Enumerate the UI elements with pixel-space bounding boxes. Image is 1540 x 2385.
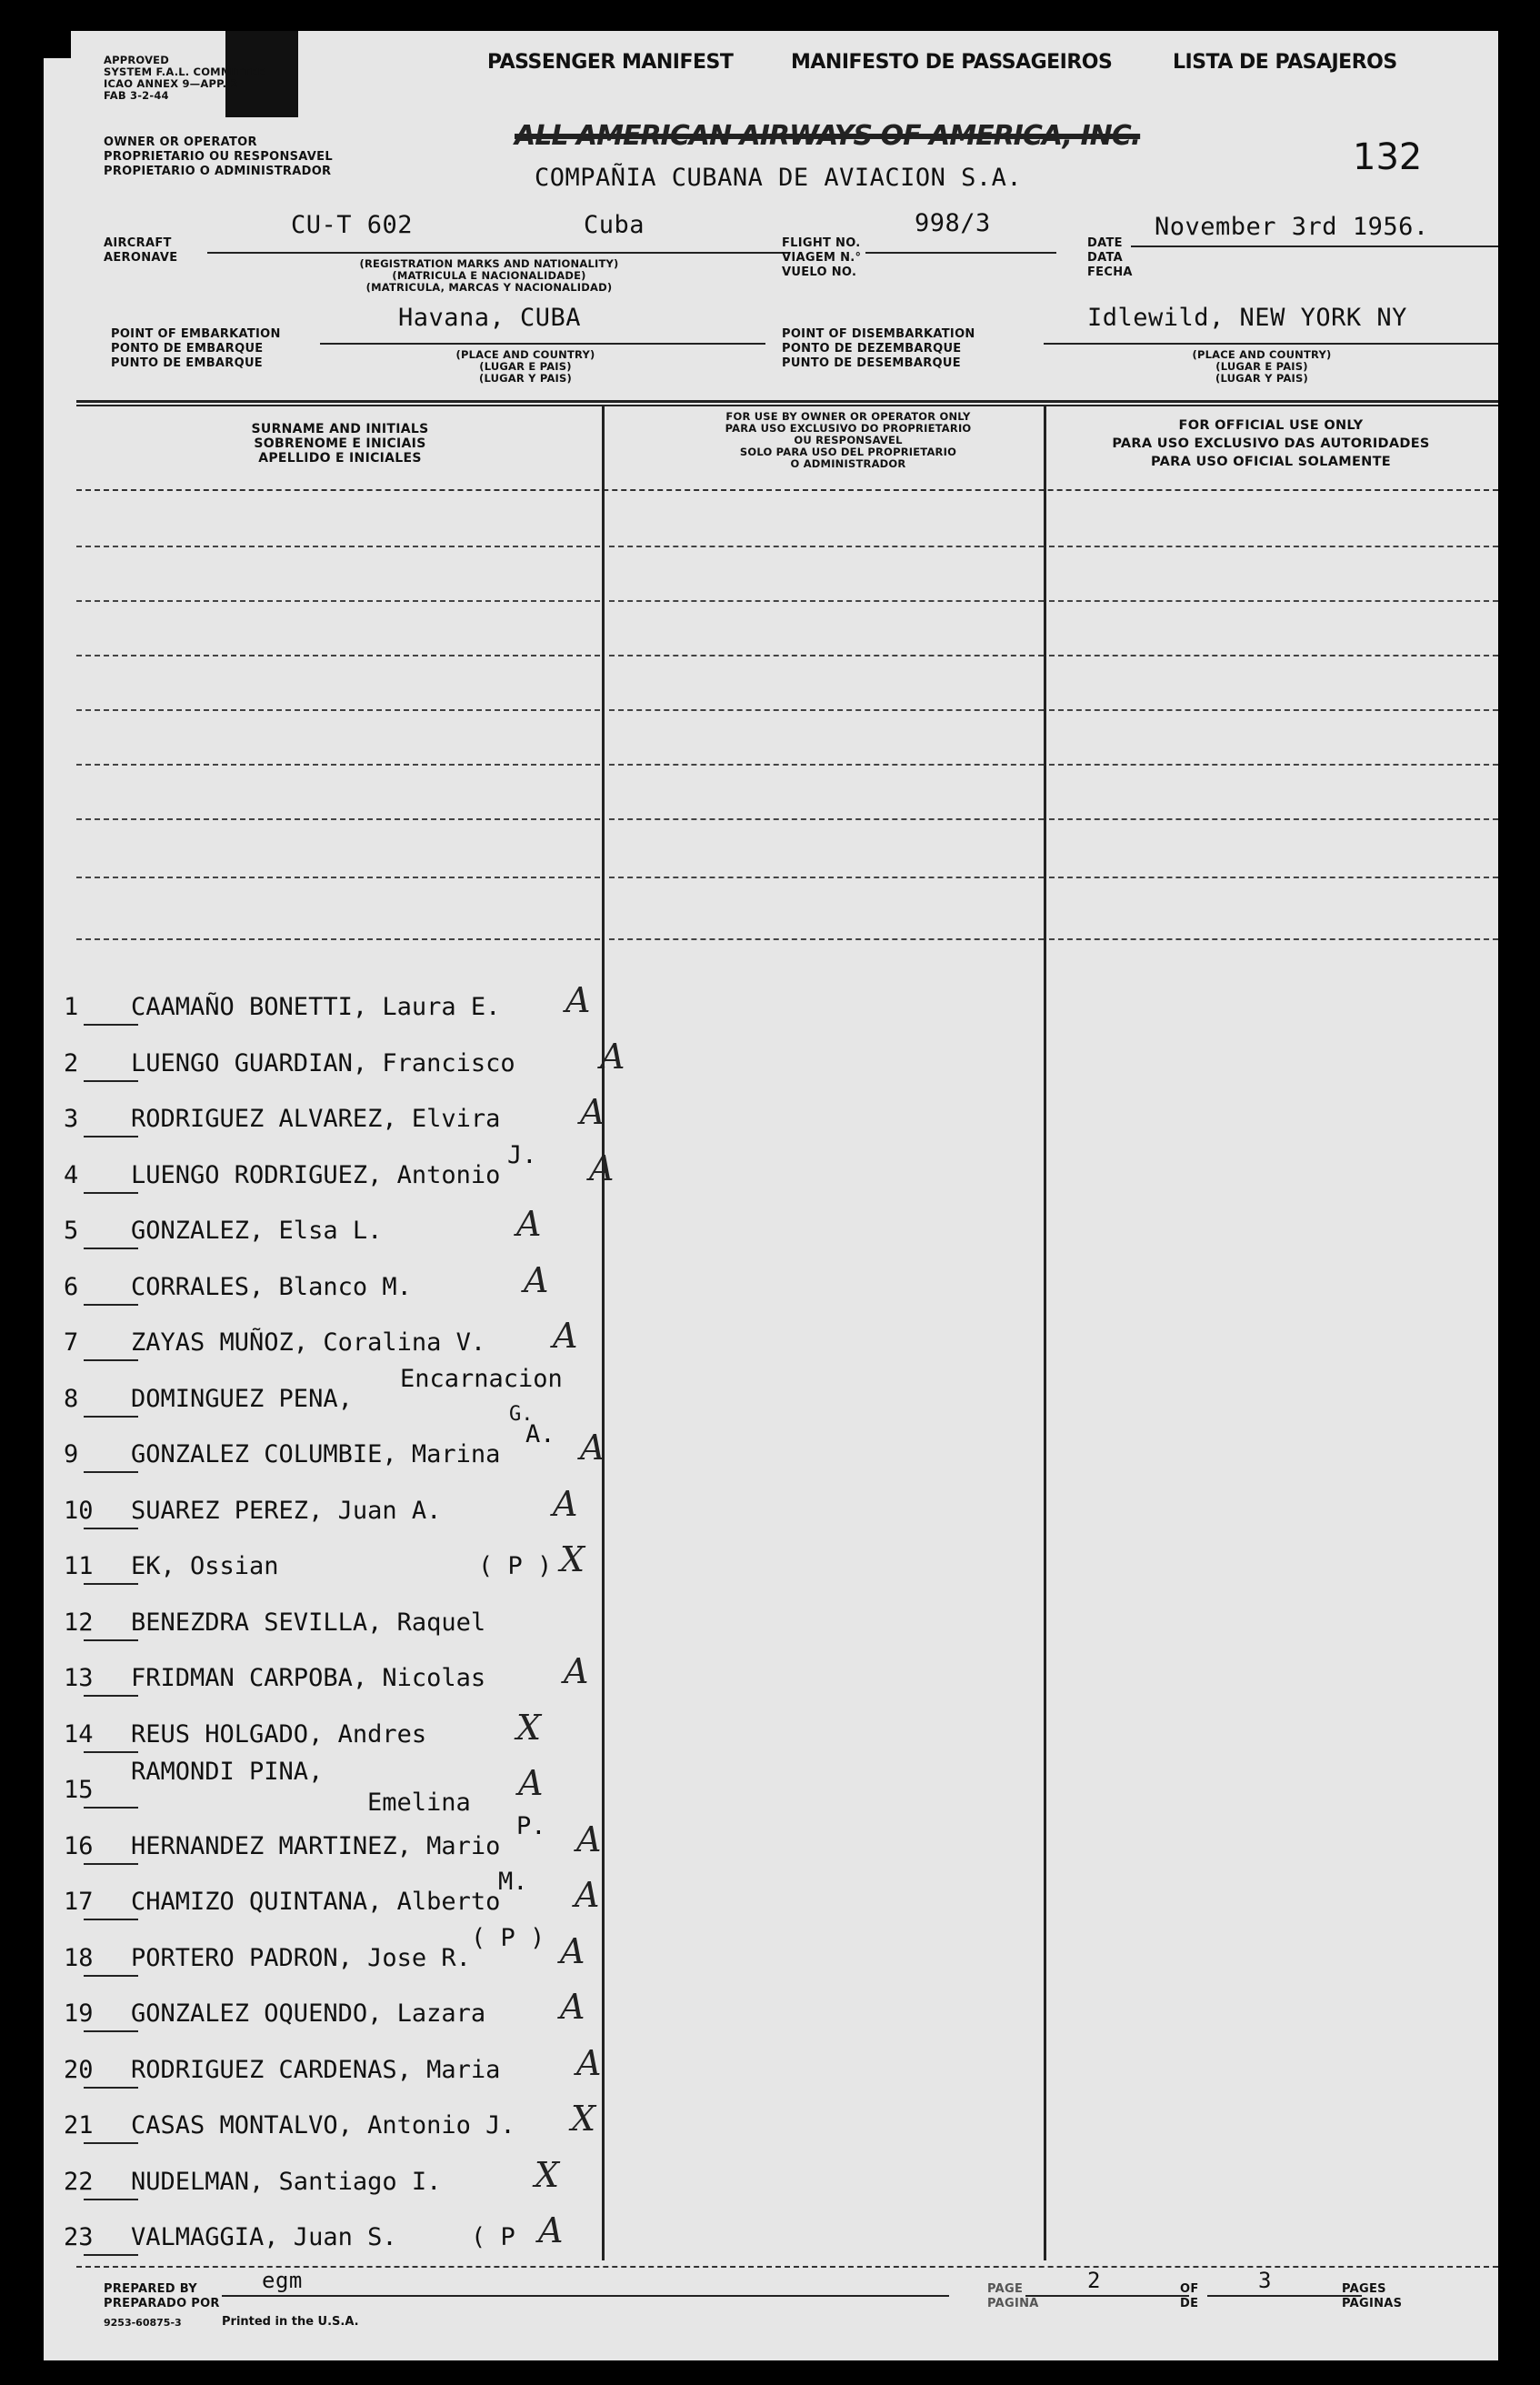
prepared-label-line: PREPARED BY [104, 2282, 197, 2296]
col1-header [76, 422, 604, 466]
passenger-name: GONZALEZ OQUENDO, Lazara [131, 1999, 486, 2028]
embarkation-sub-line: (LUGAR Y PAIS) [479, 372, 572, 385]
handwritten-mark: A [560, 1987, 585, 2027]
owner-label-line: OWNER OR OPERATOR [104, 135, 257, 149]
flight-label [782, 236, 861, 280]
empty-row-rule [76, 709, 600, 711]
number-underline [84, 2142, 138, 2144]
passenger-number: 7 [64, 1328, 79, 1357]
page-line [1025, 2295, 1189, 2297]
disembarkation-label-line: PUNTO DE DESEMBARQUE [782, 356, 961, 370]
passenger-name: CORRALES, Blanco M. [131, 1273, 412, 1301]
passenger-name: BENEZDRA SEVILLA, Raquel [131, 1608, 486, 1637]
number-underline [84, 2087, 138, 2089]
aircraft-registration: CU-T 602 [291, 211, 414, 239]
number-underline [84, 1304, 138, 1306]
embarkation-line [320, 343, 765, 345]
page-value: 2 [1087, 2268, 1101, 2293]
number-underline [84, 1807, 138, 1809]
handwritten-mark: A [580, 1428, 605, 1468]
passenger-note: ( P ) [478, 1552, 553, 1580]
of-label-line: OF [1180, 2282, 1199, 2296]
passenger-number: 10 [64, 1497, 94, 1525]
passenger-name: ZAYAS MUÑOZ, Coralina V. [131, 1328, 486, 1357]
embarkation-sub-label [416, 349, 635, 385]
approval-line: SYSTEM F.A.L. COMMITTEE [104, 65, 265, 78]
col2-header-line: O ADMINISTRADOR [790, 457, 906, 470]
embarkation-label-line: PONTO DE EMBARQUE [111, 342, 264, 356]
page-label-line: PAGE [987, 2282, 1024, 2296]
passenger-number: 15 [64, 1776, 94, 1804]
handwritten-mark: A [575, 1875, 600, 1915]
empty-row-rule [76, 546, 600, 547]
printed-note: Printed in the U.S.A. [222, 2315, 359, 2329]
handwritten-mark: A [516, 1204, 542, 1244]
number-underline [84, 1192, 138, 1194]
passenger-number: 14 [64, 1720, 94, 1749]
disembarkation-sub-label [1153, 349, 1371, 385]
embarkation-value: Havana, CUBA [398, 304, 582, 332]
col2-header [607, 411, 1089, 470]
empty-row-rule [609, 877, 1044, 878]
prepared-line [222, 2295, 949, 2297]
disembarkation-sub-line: (PLACE AND COUNTRY) [1192, 348, 1332, 361]
date-label [1087, 236, 1133, 280]
passenger-number: 22 [64, 2168, 94, 2196]
handwritten-mark: X [560, 1539, 585, 1579]
passenger-number: 3 [64, 1105, 79, 1133]
approval-line: APPROVED [104, 54, 169, 66]
embarkation-sub-line: (PLACE AND COUNTRY) [455, 348, 595, 361]
number-underline [84, 1528, 138, 1529]
handwritten-mark: A [553, 1316, 578, 1356]
passenger-name-addendum: ( P ) [471, 1924, 545, 1952]
date-value: November 3rd 1956. [1155, 213, 1429, 241]
pages-label [1342, 2282, 1402, 2311]
passenger-number: 20 [64, 2056, 94, 2084]
number-underline [84, 1975, 138, 1977]
aircraft-label [104, 236, 177, 266]
flight-value: 998/3 [915, 209, 991, 237]
passenger-number: 11 [64, 1552, 94, 1580]
owner-label [104, 135, 333, 179]
table-top-rule [76, 400, 1498, 403]
approval-block [104, 55, 265, 102]
number-underline [84, 1583, 138, 1585]
handwritten-mark: X [516, 1708, 542, 1748]
handwritten-mark: A [564, 1651, 589, 1691]
passenger-name: CHAMIZO QUINTANA, Alberto [131, 1888, 501, 1916]
empty-row-rule [609, 818, 1044, 820]
empty-row-rule [609, 764, 1044, 766]
empty-row-rule [76, 818, 600, 820]
date-label-line: DATE [1087, 236, 1123, 250]
handwritten-mark: X [571, 2099, 596, 2139]
aircraft-label-line: AERONAVE [104, 251, 178, 265]
passenger-number: 6 [64, 1273, 79, 1301]
date-label-line: FECHA [1087, 266, 1133, 279]
date-label-line: DATA [1087, 251, 1123, 265]
passenger-name-continuation: G. [509, 1403, 534, 1426]
passenger-name: SUAREZ PEREZ, Juan A. [131, 1497, 442, 1525]
empty-row-rule [1049, 600, 1498, 602]
passenger-number: 17 [64, 1888, 94, 1916]
number-underline [84, 1919, 138, 1920]
handwritten-mark: X [535, 2155, 560, 2195]
aircraft-line [207, 252, 789, 254]
empty-row-rule [1049, 818, 1498, 820]
number-underline [84, 2199, 138, 2200]
number-underline [84, 1359, 138, 1361]
embarkation-label [111, 327, 281, 371]
passenger-name: CASAS MONTALVO, Antonio J. [131, 2111, 515, 2139]
number-underline [84, 1136, 138, 1137]
column-divider-2 [1044, 406, 1046, 2260]
empty-row-rule [76, 600, 600, 602]
empty-row-rule [76, 938, 600, 940]
passenger-name: NUDELMAN, Santiago I. [131, 2168, 442, 2196]
flight-label-line: VIAGEM N.° [782, 251, 862, 265]
passenger-name: RODRIGUEZ ALVAREZ, Elvira [131, 1105, 501, 1133]
passenger-name: REUS HOLGADO, Andres [131, 1720, 427, 1749]
number-underline [84, 2030, 138, 2032]
handwritten-mark: A [589, 1148, 615, 1188]
number-underline [84, 1416, 138, 1418]
aircraft-nationality: Cuba [584, 211, 645, 239]
flight-label-line: FLIGHT NO. [782, 236, 861, 250]
handwritten-mark: A [576, 1819, 602, 1859]
column-divider-1 [602, 406, 605, 2260]
aircraft-sub-line: (REGISTRATION MARKS AND NATIONALITY) [359, 257, 619, 270]
disembarkation-line [1044, 343, 1498, 345]
form-code: 9253-60875-3 [104, 2317, 182, 2329]
aircraft-label-line: AIRCRAFT [104, 236, 172, 250]
title-pt: MANIFESTO DE PASSAGEIROS [791, 51, 1113, 74]
col3-header-line: FOR OFFICIAL USE ONLY [1178, 418, 1364, 433]
passenger-number: 8 [64, 1385, 79, 1413]
passenger-name: GONZALEZ, Elsa L. [131, 1217, 383, 1245]
passenger-name: GONZALEZ COLUMBIE, Marina [131, 1440, 501, 1468]
empty-row-rule [1049, 709, 1498, 711]
col3-header-line: PARA USO OFICIAL SOLAMENTE [1150, 455, 1391, 469]
date-line [1131, 246, 1498, 247]
handwritten-mark: A [576, 2043, 602, 2083]
owner-value: COMPAÑIA CUBANA DE AVIACION S.A. [535, 164, 1023, 192]
col2-header-line: FOR USE BY OWNER OR OPERATOR ONLY [725, 410, 971, 423]
pages-label-line: PAGES [1342, 2282, 1386, 2296]
owner-label-line: PROPRIETARIO OU RESPONSAVEL [104, 150, 333, 164]
passenger-name: RODRIGUEZ CARDENAS, Maria [131, 2056, 501, 2084]
sheet-number: 132 [1353, 136, 1423, 178]
title-es: LISTA DE PASAJEROS [1173, 51, 1397, 74]
disembarkation-value: Idlewild, NEW YORK NY [1087, 304, 1407, 332]
passenger-name-addendum: M. [498, 1868, 528, 1896]
col3-header [1044, 416, 1498, 471]
passenger-name: FRIDMAN CARPOBA, Nicolas [131, 1664, 486, 1692]
passenger-name: EK, Ossian [131, 1552, 279, 1580]
number-underline [84, 1863, 138, 1865]
header-bottom-rule [76, 489, 1498, 491]
passenger-number: 1 [64, 993, 79, 1021]
disembarkation-label [782, 327, 975, 371]
aircraft-sub-label [280, 258, 698, 294]
col2-header-line: OU RESPONSAVEL [794, 434, 903, 446]
passenger-note: ( P [471, 2223, 515, 2251]
passenger-number: 2 [64, 1049, 79, 1077]
handwritten-mark: A [580, 1092, 605, 1132]
approval-line: ICAO ANNEX 9—APP. 2 [104, 77, 238, 90]
handwritten-mark: A [518, 1763, 544, 1803]
passenger-name: HERNANDEZ MARTINEZ, Mario [131, 1832, 501, 1860]
handwritten-mark: A [560, 1931, 585, 1971]
empty-row-rule [76, 764, 600, 766]
embarkation-sub-line: (LUGAR E PAIS) [479, 360, 572, 373]
handwritten-mark: A [600, 1037, 625, 1077]
empty-row-rule [1049, 546, 1498, 547]
passenger-number: 18 [64, 1944, 94, 1972]
pages-label-line: PAGINAS [1342, 2297, 1403, 2310]
owner-struck-out: ALL AMERICAN AIRWAYS OF AMERICA, INC. [515, 120, 1141, 152]
empty-row-rule [609, 600, 1044, 602]
col2-header-line: SOLO PARA USO DEL PROPRIETARIO [739, 446, 957, 458]
of-label-line: DE [1180, 2297, 1199, 2310]
handwritten-mark: A [538, 2210, 564, 2250]
passenger-name: VALMAGGIA, Juan S. [131, 2223, 397, 2251]
number-underline [84, 1639, 138, 1641]
prepared-label [104, 2282, 220, 2311]
passenger-name-addendum: J. [507, 1141, 537, 1169]
scan-corner [35, 22, 71, 58]
passenger-name: LUENGO RODRIGUEZ, Antonio [131, 1161, 501, 1189]
prepared-label-line: PREPARADO POR [104, 2297, 220, 2310]
handwritten-mark: A [524, 1260, 549, 1300]
passenger-number: 21 [64, 2111, 94, 2139]
number-underline [84, 1248, 138, 1249]
col1-header-line: SOBRENOME E INICIAIS [254, 436, 426, 451]
prepared-value: egm [262, 2268, 303, 2293]
empty-row-rule [76, 877, 600, 878]
page-label [987, 2282, 1039, 2311]
passenger-number: 9 [64, 1440, 79, 1468]
embarkation-label-line: PUNTO DE EMBARQUE [111, 356, 263, 370]
passenger-name-addendum: P. [516, 1812, 546, 1840]
of-line [1207, 2295, 1362, 2297]
number-underline [84, 2254, 138, 2256]
col1-header-line: SURNAME AND INITIALS [251, 422, 429, 436]
col3-header-line: PARA USO EXCLUSIVO DAS AUTORIDADES [1112, 436, 1430, 451]
passenger-name: LUENGO GUARDIAN, Francisco [131, 1049, 515, 1077]
aircraft-sub-line: (MATRICULA E NACIONALIDADE) [392, 269, 586, 282]
owner-label-line: PROPIETARIO O ADMINISTRADOR [104, 165, 332, 178]
flight-line [865, 252, 1056, 254]
passenger-name: DOMINGUEZ PENA, [131, 1385, 353, 1413]
disembarkation-sub-line: (LUGAR E PAIS) [1215, 360, 1308, 373]
empty-row-rule [609, 709, 1044, 711]
empty-row-rule [609, 938, 1044, 940]
passenger-number: 13 [64, 1664, 94, 1692]
empty-row-rule [76, 655, 600, 656]
approval-line: FAB 3-2-44 [104, 89, 169, 102]
empty-row-rule [1049, 877, 1498, 878]
passenger-name-addendum: Encarnacion [400, 1365, 563, 1393]
col2-header-line: PARA USO EXCLUSIVO DO PROPRIETARIO [725, 422, 972, 435]
empty-row-rule [609, 655, 1044, 656]
number-underline [84, 1695, 138, 1697]
empty-row-rule [1049, 938, 1498, 940]
passenger-number: 23 [64, 2223, 94, 2251]
passenger-name: CAAMAÑO BONETTI, Laura E. [131, 993, 501, 1021]
of-value: 3 [1258, 2268, 1272, 2293]
empty-row-rule [1049, 764, 1498, 766]
disembarkation-sub-line: (LUGAR Y PAIS) [1215, 372, 1308, 385]
passenger-name-continuation: Emelina [367, 1789, 471, 1817]
passenger-number: 5 [64, 1217, 79, 1245]
flight-label-line: VUELO NO. [782, 266, 857, 279]
number-underline [84, 1024, 138, 1026]
aircraft-sub-line: (MATRICULA, MARCAS Y NACIONALIDAD) [365, 281, 613, 294]
passenger-number: 12 [64, 1608, 94, 1637]
passenger-number: 19 [64, 1999, 94, 2028]
handwritten-mark: A [553, 1484, 578, 1524]
number-underline [84, 1751, 138, 1753]
number-underline [84, 1471, 138, 1473]
title-en: PASSENGER MANIFEST [487, 51, 734, 74]
disembarkation-label-line: PONTO DE DEZEMBARQUE [782, 342, 962, 356]
passenger-number: 4 [64, 1161, 79, 1189]
empty-row-rule [1049, 655, 1498, 656]
table-top-rule-2 [76, 405, 1498, 406]
passenger-number: 16 [64, 1832, 94, 1860]
handwritten-mark: A [565, 980, 591, 1020]
empty-row-rule [609, 546, 1044, 547]
page-label-line: PAGINA [987, 2297, 1039, 2310]
number-underline [84, 1080, 138, 1082]
passenger-name-addendum: A. [525, 1420, 555, 1448]
col1-header-line: APELLIDO E INICIALES [258, 451, 422, 466]
of-label [1180, 2282, 1199, 2311]
passenger-name: RAMONDI PINA, [131, 1758, 324, 1786]
passenger-name: PORTERO PADRON, Jose R. [131, 1944, 471, 1972]
manifest-sheet [44, 31, 1498, 2360]
embarkation-label-line: POINT OF EMBARKATION [111, 327, 281, 341]
disembarkation-label-line: POINT OF DISEMBARKATION [782, 327, 975, 341]
